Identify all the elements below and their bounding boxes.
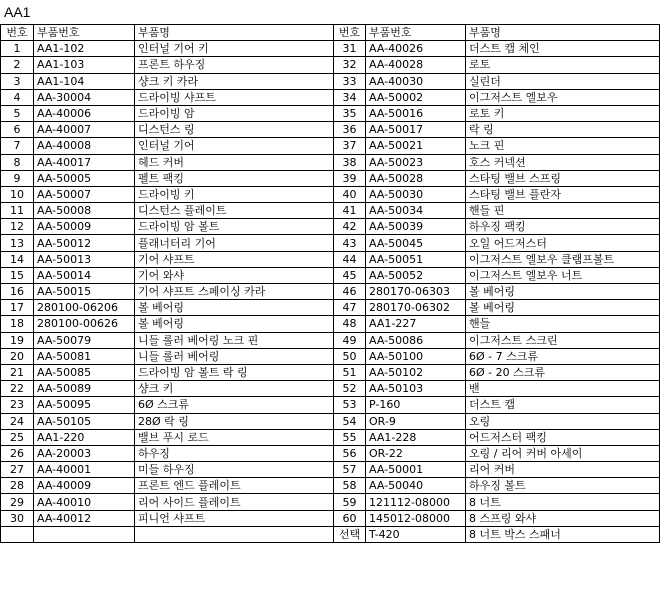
- cell-part-name: 니들 롤러 베어링: [135, 348, 334, 364]
- header-no-right: 번호: [334, 25, 366, 41]
- cell-part-no: AA-50012: [34, 235, 135, 251]
- cell-no: 49: [334, 332, 366, 348]
- table-row: [1, 73, 660, 89]
- table-row: [1, 316, 660, 332]
- cell-part-name: 오링 / 리어 커버 아세이: [466, 445, 660, 461]
- table-row: [1, 478, 660, 494]
- cell-no: 23: [1, 397, 34, 413]
- cell-no: 14: [1, 251, 34, 267]
- cell-part-name: 호스 커넥션: [466, 154, 660, 170]
- cell-no: 32: [334, 57, 366, 73]
- header-part-no-left: 부품번호: [34, 25, 135, 41]
- cell-part-name: 6Ø 스크류: [135, 397, 334, 413]
- cell-part-no: AA-50023: [366, 154, 466, 170]
- cell-part-no: AA-40010: [34, 494, 135, 510]
- cell-part-name: 펠트 팩킹: [135, 170, 334, 186]
- cell-no: 18: [1, 316, 34, 332]
- cell-no: 53: [334, 397, 366, 413]
- table-row: [1, 494, 660, 510]
- cell-part-name: 이그저스트 엘보우: [466, 89, 660, 105]
- table-row: [1, 203, 660, 219]
- cell-no: 40: [334, 186, 366, 202]
- cell-part-no: AA-50085: [34, 364, 135, 380]
- cell-part-no: 280170-06303: [366, 284, 466, 300]
- cell-part-name: 샹크 키 카라: [135, 73, 334, 89]
- cell-part-name: 미들 하우징: [135, 462, 334, 478]
- cell-no: 36: [334, 122, 366, 138]
- cell-part-no: 280170-06302: [366, 300, 466, 316]
- cell-part-name: 더스트 캡: [466, 397, 660, 413]
- parts-table: [0, 24, 660, 543]
- cell-part-no: AA-40017: [34, 154, 135, 170]
- table-row: [1, 267, 660, 283]
- cell-part-name: 볼 베어링: [466, 284, 660, 300]
- cell-no: 24: [1, 413, 34, 429]
- cell-part-name: 샹크 키: [135, 381, 334, 397]
- cell-part-name: 락 링: [466, 122, 660, 138]
- cell-part-no: OR-22: [366, 445, 466, 461]
- cell-part-name: 밸브 푸시 로드: [135, 429, 334, 445]
- cell-part-name: 밴: [466, 381, 660, 397]
- cell-part-name: 핸들 핀: [466, 203, 660, 219]
- cell-part-name: 이그저스트 엘보우 너트: [466, 267, 660, 283]
- cell-no: 56: [334, 445, 366, 461]
- cell-part-no: AA-40026: [366, 41, 466, 57]
- cell-part-name: 로토: [466, 57, 660, 73]
- cell-no: 58: [334, 478, 366, 494]
- cell-part-no: 280100-06206: [34, 300, 135, 316]
- cell-no: 50: [334, 348, 366, 364]
- cell-part-name: 더스트 캡 체인: [466, 41, 660, 57]
- cell-part-no: AA-50052: [366, 267, 466, 283]
- cell-part-no: 280100-00626: [34, 316, 135, 332]
- cell-part-no: AA-50013: [34, 251, 135, 267]
- cell-part-name: 노크 핀: [466, 138, 660, 154]
- table-row: [1, 154, 660, 170]
- cell-part-name: 이그저스트 엘보우 클램프볼트: [466, 251, 660, 267]
- cell-part-no: AA-50028: [366, 170, 466, 186]
- header-part-name-left: 부품명: [135, 25, 334, 41]
- cell-part-name: 어드저스터 팩킹: [466, 429, 660, 445]
- table-row: [1, 235, 660, 251]
- cell-no: 12: [1, 219, 34, 235]
- cell-part-no: AA-50002: [366, 89, 466, 105]
- cell-no: 8: [1, 154, 34, 170]
- cell-no: 13: [1, 235, 34, 251]
- cell-part-no: AA-50008: [34, 203, 135, 219]
- cell-part-no: T-420: [366, 526, 466, 542]
- cell-part-name: 스타팅 밸브 스프링: [466, 170, 660, 186]
- cell-no: 4: [1, 89, 34, 105]
- table-row: [1, 397, 660, 413]
- cell-part-name: 드라이빙 샤프트: [135, 89, 334, 105]
- table-row: [1, 41, 660, 57]
- cell-part-no: AA-50001: [366, 462, 466, 478]
- cell-part-name: 인터널 기어 키: [135, 41, 334, 57]
- table-row: [1, 429, 660, 445]
- table-row: [1, 186, 660, 202]
- cell-no: 15: [1, 267, 34, 283]
- cell-part-no: AA-50005: [34, 170, 135, 186]
- table-row: [1, 348, 660, 364]
- cell-part-name: 6Ø - 7 스크류: [466, 348, 660, 364]
- cell-part-no: AA-50021: [366, 138, 466, 154]
- cell-part-no: AA-40012: [34, 510, 135, 526]
- table-row: [1, 105, 660, 121]
- cell-part-no: AA1-104: [34, 73, 135, 89]
- cell-part-no: AA-50040: [366, 478, 466, 494]
- cell-no: 1: [1, 41, 34, 57]
- cell-no: [1, 526, 34, 542]
- cell-no: 17: [1, 300, 34, 316]
- cell-no: 55: [334, 429, 366, 445]
- cell-part-name: 볼 베어링: [135, 300, 334, 316]
- cell-no: 41: [334, 203, 366, 219]
- cell-no: 26: [1, 445, 34, 461]
- cell-part-name: 하우징 팩킹: [466, 219, 660, 235]
- cell-part-no: AA1-102: [34, 41, 135, 57]
- cell-part-no: AA-50034: [366, 203, 466, 219]
- cell-no: 21: [1, 364, 34, 380]
- cell-part-name: 드라이빙 키: [135, 186, 334, 202]
- table-row: [1, 364, 660, 380]
- cell-no: 54: [334, 413, 366, 429]
- table-row: [1, 138, 660, 154]
- cell-part-no: AA-40001: [34, 462, 135, 478]
- cell-part-no: AA-50017: [366, 122, 466, 138]
- cell-part-name: 드라이빙 암: [135, 105, 334, 121]
- cell-part-no: AA-50100: [366, 348, 466, 364]
- cell-part-name: 기어 샤프트 스페이싱 카라: [135, 284, 334, 300]
- cell-part-no: AA-30004: [34, 89, 135, 105]
- cell-part-no: AA1-227: [366, 316, 466, 332]
- cell-part-no: AA-50105: [34, 413, 135, 429]
- table-row: [1, 526, 660, 542]
- cell-part-name: 오링: [466, 413, 660, 429]
- cell-part-no: AA-50007: [34, 186, 135, 202]
- cell-no: 48: [334, 316, 366, 332]
- cell-part-name: 피니언 샤프트: [135, 510, 334, 526]
- cell-no: 11: [1, 203, 34, 219]
- cell-no: 42: [334, 219, 366, 235]
- cell-part-no: AA-50095: [34, 397, 135, 413]
- cell-part-name: 리어 사이드 플레이트: [135, 494, 334, 510]
- cell-part-no: P-160: [366, 397, 466, 413]
- cell-part-no: AA-20003: [34, 445, 135, 461]
- cell-part-name: 드라이빙 암 볼트 락 링: [135, 364, 334, 380]
- cell-no: 34: [334, 89, 366, 105]
- cell-no: 52: [334, 381, 366, 397]
- table-row: [1, 300, 660, 316]
- cell-part-name: 기어 와샤: [135, 267, 334, 283]
- cell-no: 43: [334, 235, 366, 251]
- cell-part-no: AA-50089: [34, 381, 135, 397]
- cell-part-name: 오일 어드저스터: [466, 235, 660, 251]
- cell-part-no: AA-50030: [366, 186, 466, 202]
- cell-part-no: AA-40006: [34, 105, 135, 121]
- cell-no: 3: [1, 73, 34, 89]
- cell-no: 39: [334, 170, 366, 186]
- cell-no: 30: [1, 510, 34, 526]
- table-row: [1, 413, 660, 429]
- cell-no: 5: [1, 105, 34, 121]
- cell-part-name: 하우징: [135, 445, 334, 461]
- cell-part-name: 리어 커버: [466, 462, 660, 478]
- cell-no: 37: [334, 138, 366, 154]
- cell-part-name: 실린더: [466, 73, 660, 89]
- cell-part-no: OR-9: [366, 413, 466, 429]
- cell-part-name: 프론트 하우징: [135, 57, 334, 73]
- cell-part-name: [135, 526, 334, 542]
- cell-no: 20: [1, 348, 34, 364]
- page-title: AA1: [4, 4, 31, 20]
- cell-part-no: AA-40028: [366, 57, 466, 73]
- cell-part-name: 프론트 엔드 플레이트: [135, 478, 334, 494]
- table-row: [1, 89, 660, 105]
- cell-part-no: AA1-103: [34, 57, 135, 73]
- table-row: [1, 219, 660, 235]
- cell-part-no: AA-50051: [366, 251, 466, 267]
- table-row: [1, 445, 660, 461]
- cell-part-no: AA-50081: [34, 348, 135, 364]
- cell-part-name: 핸들: [466, 316, 660, 332]
- cell-part-no: AA-50014: [34, 267, 135, 283]
- cell-no: 선택: [334, 526, 366, 542]
- cell-part-name: 디스턴스 플레이트: [135, 203, 334, 219]
- cell-no: 44: [334, 251, 366, 267]
- table-row: [1, 510, 660, 526]
- cell-part-name: 디스턴스 링: [135, 122, 334, 138]
- cell-part-name: 6Ø - 20 스크류: [466, 364, 660, 380]
- cell-no: 45: [334, 267, 366, 283]
- cell-no: 9: [1, 170, 34, 186]
- cell-part-no: AA1-220: [34, 429, 135, 445]
- cell-no: 51: [334, 364, 366, 380]
- cell-part-no: AA-40009: [34, 478, 135, 494]
- table-row: [1, 57, 660, 73]
- cell-part-no: AA-40008: [34, 138, 135, 154]
- cell-no: 47: [334, 300, 366, 316]
- cell-no: 29: [1, 494, 34, 510]
- cell-part-name: 니들 롤러 베어링 노크 핀: [135, 332, 334, 348]
- cell-part-no: AA-40007: [34, 122, 135, 138]
- cell-no: 60: [334, 510, 366, 526]
- table-row: [1, 284, 660, 300]
- cell-part-no: AA-50103: [366, 381, 466, 397]
- table-row: [1, 251, 660, 267]
- cell-part-name: 28Ø 락 링: [135, 413, 334, 429]
- table-row: [1, 332, 660, 348]
- table-row: [1, 122, 660, 138]
- header-part-no-right: 부품번호: [366, 25, 466, 41]
- table-row: [1, 381, 660, 397]
- cell-part-no: AA-50045: [366, 235, 466, 251]
- cell-part-no: AA-50086: [366, 332, 466, 348]
- cell-part-name: 드라이빙 암 볼트: [135, 219, 334, 235]
- cell-part-name: 이그저스트 스크린: [466, 332, 660, 348]
- cell-part-name: 볼 베어링: [466, 300, 660, 316]
- cell-no: 27: [1, 462, 34, 478]
- cell-part-name: 8 스프링 와샤: [466, 510, 660, 526]
- cell-no: 6: [1, 122, 34, 138]
- cell-no: 7: [1, 138, 34, 154]
- cell-part-name: 스타팅 밸브 플란자: [466, 186, 660, 202]
- cell-part-no: AA1-228: [366, 429, 466, 445]
- cell-no: 10: [1, 186, 34, 202]
- cell-part-name: 8 너트: [466, 494, 660, 510]
- cell-part-no: AA-50009: [34, 219, 135, 235]
- cell-part-no: 121112-08000: [366, 494, 466, 510]
- cell-no: 38: [334, 154, 366, 170]
- cell-part-name: 인터널 기어: [135, 138, 334, 154]
- cell-no: 57: [334, 462, 366, 478]
- cell-part-no: [34, 526, 135, 542]
- cell-no: 46: [334, 284, 366, 300]
- cell-part-name: 기어 샤프트: [135, 251, 334, 267]
- cell-part-no: AA-50079: [34, 332, 135, 348]
- cell-no: 19: [1, 332, 34, 348]
- table-header-row: [1, 25, 660, 41]
- table-row: [1, 170, 660, 186]
- cell-no: 2: [1, 57, 34, 73]
- cell-part-no: AA-40030: [366, 73, 466, 89]
- cell-no: 22: [1, 381, 34, 397]
- cell-part-name: 하우징 볼트: [466, 478, 660, 494]
- cell-no: 35: [334, 105, 366, 121]
- cell-part-name: 볼 베어링: [135, 316, 334, 332]
- cell-no: 59: [334, 494, 366, 510]
- cell-part-name: 헤드 커버: [135, 154, 334, 170]
- cell-part-no: AA-50102: [366, 364, 466, 380]
- cell-no: 33: [334, 73, 366, 89]
- cell-part-no: 145012-08000: [366, 510, 466, 526]
- cell-part-no: AA-50015: [34, 284, 135, 300]
- cell-no: 28: [1, 478, 34, 494]
- cell-part-name: 로토 키: [466, 105, 660, 121]
- header-no-left: 번호: [1, 25, 34, 41]
- cell-part-no: AA-50039: [366, 219, 466, 235]
- cell-no: 16: [1, 284, 34, 300]
- table-row: [1, 462, 660, 478]
- cell-part-no: AA-50016: [366, 105, 466, 121]
- cell-no: 25: [1, 429, 34, 445]
- header-part-name-right: 부품명: [466, 25, 660, 41]
- cell-part-name: 8 너트 박스 스패너: [466, 526, 660, 542]
- cell-part-name: 플래너터리 기어: [135, 235, 334, 251]
- cell-no: 31: [334, 41, 366, 57]
